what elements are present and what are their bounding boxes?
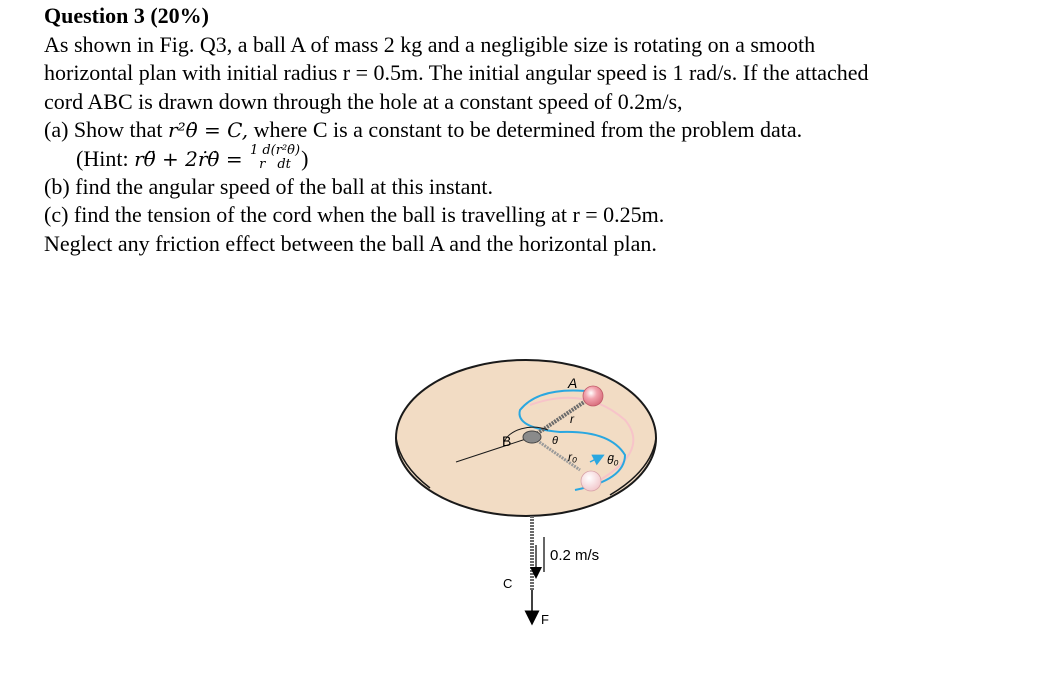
- part-b: (b) find the angular speed of the ball at this instant.: [44, 173, 494, 199]
- label-r: r: [570, 412, 574, 426]
- label-speed: 0.2 m/s: [550, 547, 600, 564]
- hint-frac-den-r: r: [259, 157, 266, 173]
- part-a-equation: r²θ̇ = C,: [168, 118, 249, 142]
- hint-close: ): [301, 145, 309, 171]
- hole: [523, 431, 541, 443]
- label-c: C: [503, 576, 513, 591]
- part-a-suffix: where C is a constant to be determined from the problem data.: [248, 117, 803, 142]
- label-theta-dot0: θ̇₀: [607, 453, 619, 467]
- part-a-prefix: (a) Show that: [44, 117, 169, 142]
- problem-line-1: As shown in Fig. Q3, a ball A of mass 2 kg and a negligible size is rotating on a smooth: [44, 31, 816, 57]
- hint-frac-den-dt: dt: [277, 157, 291, 173]
- label-a: A: [568, 375, 578, 391]
- label-theta: θ: [552, 435, 558, 447]
- hint-prefix: (Hint:: [76, 145, 135, 171]
- label-b: B: [502, 433, 512, 449]
- part-c: (c) find the tension of the cord when the ball is travelling at r = 0.25m.: [44, 202, 665, 227]
- hint-frac-numerator: 1 d(r²θ̇): [249, 143, 301, 159]
- label-f: F: [541, 612, 549, 627]
- label-r0: r₀: [568, 450, 578, 464]
- ball-initial: [581, 471, 601, 491]
- problem-line-2: horizontal plan with initial radius r = 0.5m. The initial angular speed is 1 rad/s. If the attached: [44, 60, 869, 85]
- question-title: Question 3 (20%): [44, 3, 209, 28]
- problem-line-3: cord ABC is drawn down through the hole at a constant speed of 0.2m/s,: [44, 88, 683, 114]
- closing-note: Neglect any friction effect between the ball A and the horizontal plan.: [44, 230, 657, 256]
- ball-a: [583, 386, 603, 406]
- hint-lhs: rθ̈ + 2ṙθ̇ =: [134, 146, 249, 171]
